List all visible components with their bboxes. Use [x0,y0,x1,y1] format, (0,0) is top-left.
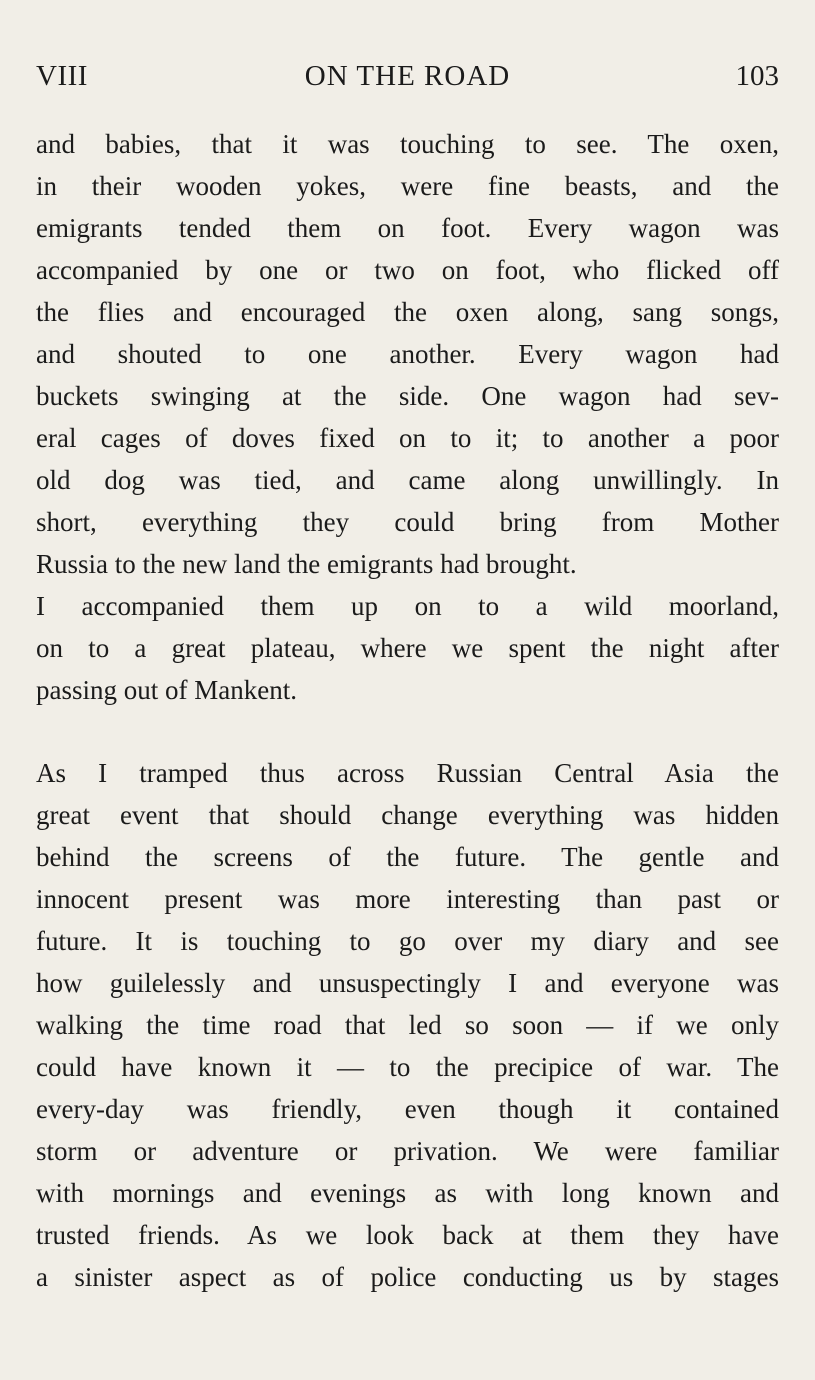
body-text-upper [36,123,779,711]
text-line: and babies, that it was touching to see. The oxen, [36,129,779,159]
paragraph [36,123,779,585]
text-line: every-day was friendly, even though it contained [36,1094,779,1124]
text-line: in their wooden yokes, were fine beasts, and the [36,171,779,201]
text-line: future. It is touching to go over my diary and see [36,926,779,956]
text-line: innocent present was more interesting than past or [36,884,779,914]
chapter-title: ON THE ROAD [304,60,511,92]
text-line: and shouted to one another. Every wagon had [36,339,779,369]
text-line: passing out of Mankent. [36,675,297,705]
text-line: As I tramped thus across Russian Central Asia the [36,758,779,788]
text-line: on to a great plateau, where we spent the night after [36,633,779,663]
running-head [36,56,779,96]
page-number: 103 [735,60,779,92]
text-line: short, everything they could bring from Mother [36,507,779,537]
text-line: walking the time road that led so soon — if we only [36,1010,779,1040]
paragraph [36,585,779,711]
body-text-lower [36,752,779,1298]
text-line: accompanied by one or two on foot, who flicked off [36,255,779,285]
text-line: I accompanied them up on to a wild moorland, [36,591,779,621]
text-line: great event that should change everything was hidden [36,800,779,830]
text-line: could have known it — to the precipice of war. The [36,1052,779,1082]
text-line: old dog was tied, and came along unwillingly. In [36,465,779,495]
text-line: behind the screens of the future. The gentle and [36,842,779,872]
text-line: buckets swinging at the side. One wagon had sev- [36,381,779,411]
text-line: Russia to the new land the emigrants had brought. [36,549,577,579]
text-line: with mornings and evenings as with long known and [36,1178,779,1208]
text-line: how guilelessly and unsuspectingly I and everyone was [36,968,779,998]
paragraph [36,752,779,1298]
chapter-number: VIII [36,60,88,92]
text-line: a sinister aspect as of police conducting us by stages [36,1262,779,1292]
text-line: eral cages of doves fixed on to it; to another a poor [36,423,779,453]
text-line: trusted friends. As we look back at them they have [36,1220,779,1250]
text-line: storm or adventure or privation. We were familiar [36,1136,779,1166]
text-line: the flies and encouraged the oxen along, sang songs, [36,297,779,327]
text-line: emigrants tended them on foot. Every wagon was [36,213,779,243]
